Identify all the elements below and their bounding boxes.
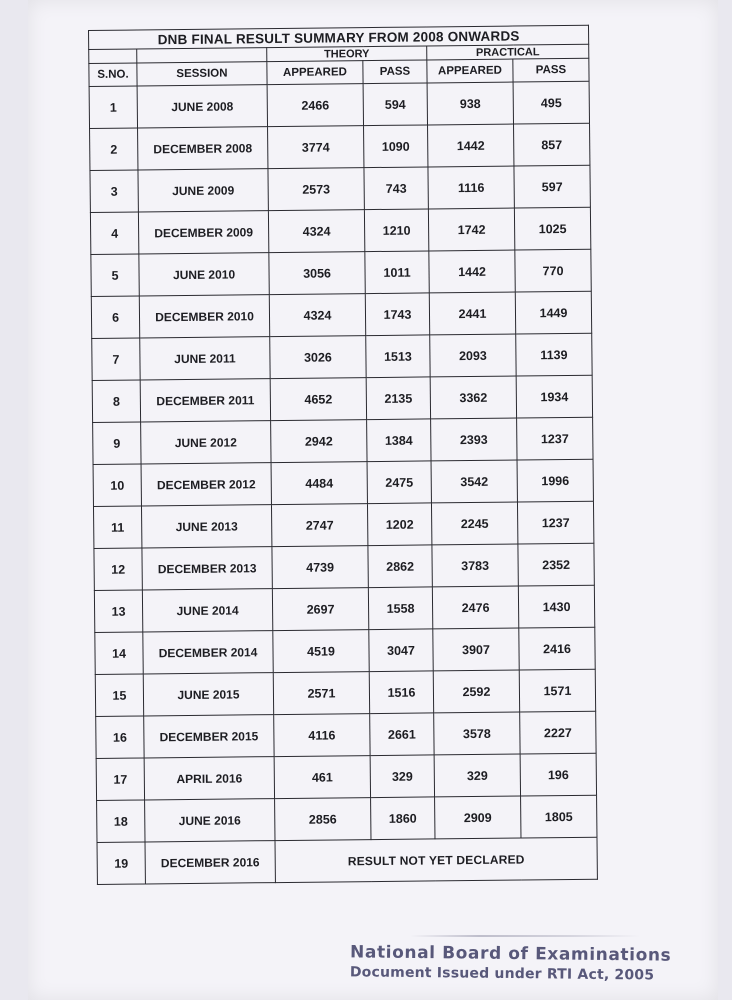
table-row xyxy=(92,333,592,380)
cell-theory-appeared: 2856 xyxy=(275,798,371,841)
cell-session: DECEMBER 2013 xyxy=(142,547,272,590)
cell-practical-appeared: 2093 xyxy=(430,334,516,377)
cell-session: DECEMBER 2008 xyxy=(138,127,268,170)
cell-sno: 17 xyxy=(96,758,144,801)
cell-theory-appeared: 4116 xyxy=(274,714,370,757)
cell-result-note: RESULT NOT YET DECLARED xyxy=(275,837,597,882)
cell-practical-pass: 1449 xyxy=(515,291,591,334)
cell-sno: 16 xyxy=(96,716,144,759)
cell-theory-appeared: 4739 xyxy=(272,546,368,589)
cell-practical-appeared: 1442 xyxy=(429,250,515,293)
cell-sno: 5 xyxy=(91,254,139,297)
cell-sno: 6 xyxy=(91,296,139,339)
cell-theory-appeared: 4324 xyxy=(268,210,364,253)
cell-practical-appeared: 1116 xyxy=(428,166,514,209)
cell-theory-pass: 1384 xyxy=(367,419,431,462)
cell-theory-pass: 1011 xyxy=(365,251,429,294)
cell-theory-pass: 1210 xyxy=(364,209,428,252)
cell-theory-appeared: 2697 xyxy=(272,588,368,631)
cell-practical-appeared: 1442 xyxy=(428,124,514,167)
cell-practical-appeared: 2245 xyxy=(431,502,517,545)
cell-theory-pass: 1860 xyxy=(371,797,435,840)
cell-theory-appeared: 4519 xyxy=(273,630,369,673)
cell-sno: 15 xyxy=(95,674,143,717)
group-header-practical: PRACTICAL xyxy=(427,44,589,60)
cell-practical-pass: 857 xyxy=(514,123,590,166)
cell-theory-pass: 2862 xyxy=(368,545,432,588)
result-table-container xyxy=(88,25,597,885)
column-header-session: SESSION xyxy=(137,62,267,86)
result-summary-table xyxy=(88,25,598,885)
cell-theory-pass: 1513 xyxy=(366,335,430,378)
cell-sno: 7 xyxy=(92,338,140,381)
stamp-line-1: National Board of Examinations xyxy=(349,942,672,966)
cell-practical-appeared: 3362 xyxy=(430,376,516,419)
column-header-sno: S.NO. xyxy=(89,63,137,87)
table-row xyxy=(89,81,589,128)
table-row xyxy=(92,375,592,422)
cell-practical-pass: 1025 xyxy=(514,207,590,250)
cell-practical-appeared: 938 xyxy=(427,82,513,125)
cell-practical-appeared: 3783 xyxy=(432,544,518,587)
table-row xyxy=(93,459,593,506)
cell-sno: 9 xyxy=(93,422,141,465)
cell-session: APRIL 2016 xyxy=(144,757,274,800)
table-row xyxy=(95,669,595,716)
cell-session: DECEMBER 2009 xyxy=(138,211,268,254)
cell-theory-appeared: 2747 xyxy=(271,504,367,547)
cell-sno: 2 xyxy=(90,128,138,171)
column-header-theory-appeared: APPEARED xyxy=(267,61,363,85)
cell-theory-appeared: 2571 xyxy=(273,672,369,715)
cell-theory-pass: 2661 xyxy=(370,713,434,756)
cell-theory-appeared: 2942 xyxy=(271,420,367,463)
cell-session: DECEMBER 2010 xyxy=(139,295,269,338)
cell-practical-appeared: 2441 xyxy=(429,292,515,335)
table-row xyxy=(91,249,591,296)
table-row xyxy=(96,711,596,758)
cell-practical-pass: 1237 xyxy=(517,501,593,544)
cell-sno: 4 xyxy=(90,212,138,255)
cell-practical-pass: 597 xyxy=(514,165,590,208)
column-header-practical-pass: PASS xyxy=(513,58,589,82)
cell-session: JUNE 2011 xyxy=(140,337,270,380)
cell-theory-appeared: 2573 xyxy=(268,168,364,211)
table-row xyxy=(94,585,594,632)
cell-theory-appeared: 4484 xyxy=(271,462,367,505)
cell-theory-appeared: 4324 xyxy=(269,294,365,337)
cell-practical-pass: 2416 xyxy=(519,627,595,670)
cell-practical-appeared: 2476 xyxy=(432,586,518,629)
cell-theory-appeared: 461 xyxy=(274,756,370,799)
cell-practical-pass: 1237 xyxy=(517,417,593,460)
cell-theory-pass: 1516 xyxy=(369,671,433,714)
cell-practical-appeared: 2592 xyxy=(433,670,519,713)
table-body xyxy=(89,81,597,884)
cell-theory-pass: 1202 xyxy=(367,503,431,546)
cell-sno: 11 xyxy=(93,506,141,549)
cell-theory-pass: 594 xyxy=(363,83,427,126)
table-row xyxy=(93,417,593,464)
cell-session: JUNE 2012 xyxy=(141,421,271,464)
cell-session: JUNE 2014 xyxy=(142,589,272,632)
table-row xyxy=(95,627,595,674)
cell-practical-appeared: 329 xyxy=(434,754,520,797)
cell-session: JUNE 2008 xyxy=(137,85,267,128)
cell-theory-pass: 743 xyxy=(364,167,428,210)
cell-theory-pass: 1090 xyxy=(364,125,428,168)
cell-practical-pass: 1996 xyxy=(517,459,593,502)
cell-session: DECEMBER 2016 xyxy=(145,841,275,884)
cell-theory-appeared: 3056 xyxy=(269,252,365,295)
cell-practical-appeared: 1742 xyxy=(428,208,514,251)
cell-practical-appeared: 3907 xyxy=(433,628,519,671)
cell-practical-pass: 1430 xyxy=(518,585,594,628)
cell-session: DECEMBER 2014 xyxy=(143,631,273,674)
cell-practical-pass: 770 xyxy=(515,249,591,292)
cell-session: JUNE 2015 xyxy=(143,673,273,716)
cell-theory-appeared: 4652 xyxy=(270,378,366,421)
cell-theory-pass: 2135 xyxy=(366,377,430,420)
cell-sno: 18 xyxy=(97,800,145,843)
cell-session: JUNE 2013 xyxy=(141,505,271,548)
table-row xyxy=(96,753,596,800)
group-header-blank-sno xyxy=(89,49,137,64)
cell-practical-appeared: 2393 xyxy=(431,418,517,461)
column-header-theory-pass: PASS xyxy=(363,60,427,84)
stamp-line-2: Document Issued under RTI Act, 2005 xyxy=(349,964,655,984)
table-row xyxy=(97,795,597,842)
table-row-last xyxy=(97,837,597,884)
group-header-blank-session xyxy=(137,48,267,63)
cell-session: DECEMBER 2011 xyxy=(140,379,270,422)
table-row xyxy=(93,501,593,548)
cell-practical-appeared: 3542 xyxy=(431,460,517,503)
table-row xyxy=(94,543,594,590)
cell-practical-pass: 1139 xyxy=(516,333,592,376)
cell-theory-pass: 3047 xyxy=(369,629,433,672)
cell-session: DECEMBER 2015 xyxy=(144,715,274,758)
rti-stamp xyxy=(350,942,672,983)
cell-practical-pass: 1934 xyxy=(516,375,592,418)
cell-sno: 3 xyxy=(90,170,138,213)
table-row xyxy=(90,207,590,254)
table-row xyxy=(90,165,590,212)
cell-theory-appeared: 3774 xyxy=(268,126,364,169)
stamp-smudge xyxy=(410,935,640,937)
cell-theory-appeared: 3026 xyxy=(270,336,366,379)
cell-session: JUNE 2009 xyxy=(138,169,268,212)
cell-sno: 13 xyxy=(94,590,142,633)
cell-sno: 12 xyxy=(94,548,142,591)
table-title: DNB FINAL RESULT SUMMARY FROM 2008 ONWARDS xyxy=(89,25,589,49)
cell-sno: 19 xyxy=(97,842,145,885)
column-header-practical-appeared: APPEARED xyxy=(427,59,513,83)
cell-practical-pass: 2227 xyxy=(520,711,596,754)
cell-theory-pass: 1558 xyxy=(368,587,432,630)
cell-practical-appeared: 2909 xyxy=(435,796,521,839)
group-header-theory: THEORY xyxy=(267,46,427,62)
cell-session: JUNE 2010 xyxy=(139,253,269,296)
cell-session: DECEMBER 2012 xyxy=(141,463,271,506)
cell-practical-pass: 495 xyxy=(513,81,589,124)
cell-practical-pass: 1571 xyxy=(519,669,595,712)
cell-sno: 1 xyxy=(89,86,137,129)
cell-practical-pass: 2352 xyxy=(518,543,594,586)
cell-practical-pass: 196 xyxy=(520,753,596,796)
table-row xyxy=(90,123,590,170)
cell-theory-appeared: 2466 xyxy=(267,84,363,127)
cell-theory-pass: 329 xyxy=(370,755,434,798)
table-row xyxy=(91,291,591,338)
cell-theory-pass: 1743 xyxy=(365,293,429,336)
cell-sno: 10 xyxy=(93,464,141,507)
cell-session: JUNE 2016 xyxy=(145,799,275,842)
cell-practical-appeared: 3578 xyxy=(434,712,520,755)
cell-sno: 14 xyxy=(95,632,143,675)
cell-practical-pass: 1805 xyxy=(521,795,597,838)
cell-sno: 8 xyxy=(92,380,140,423)
cell-theory-pass: 2475 xyxy=(367,461,431,504)
